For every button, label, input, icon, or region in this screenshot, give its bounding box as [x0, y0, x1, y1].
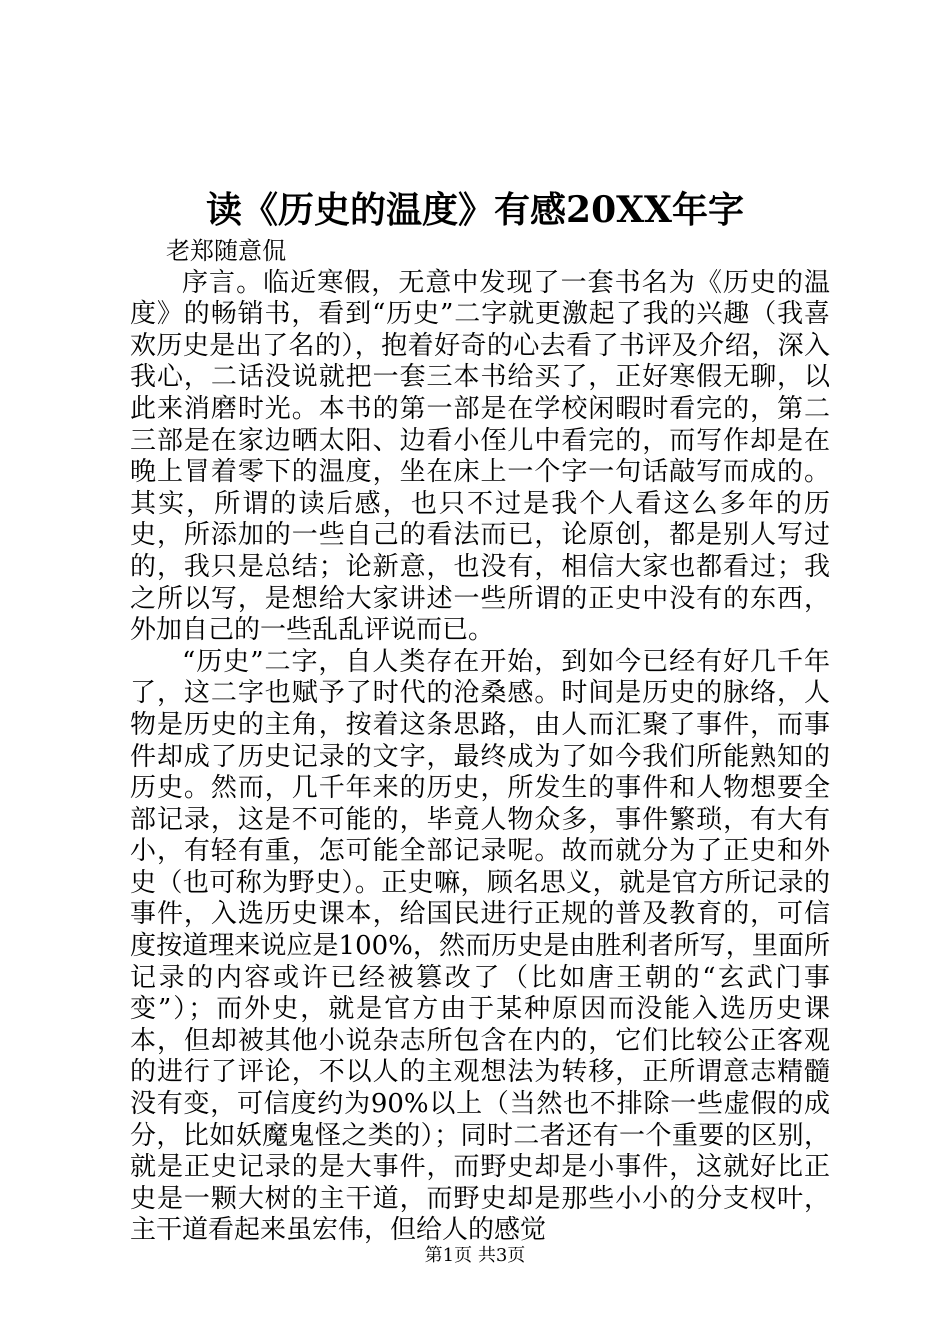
paragraph-history: “历史”二字，自人类存在开始，到如今已经有好几千年了，这二字也赋予了时代的沧桑感。时间是历史的脉络，人物是历史的主角，按着这条思路，由人而汇聚了事件，而事件却成了历史记录的文字，最终成为了如今我们所能熟知的历史。然而，几千年来的历史，所发生的事件和人物想要全部记录，这是不可能的，毕竟人物众多，事件繁琐，有大有小，有轻有重，怎可能全部记录呢。故而就分为了正史和外史（也可称为野史）。正史嘛，顾名思义，就是官方所记录的事件，入选历史课本，给国民进行正规的普及教育的，可信度按道理来说应是100%，然而历史是由胜利者所写，里面所记录的内容或许已经被篡改了（比如唐王朝的“玄武门事变”）；而外史，就是官方由于某种原因而没能入选历史课本，但却被其他小说杂志所包含在内的，它们比较公正客观的进行了评论，不以人的主观想法为转移，正所谓意志精髓没有变，可信度约为90%以上（当然也不排除一些虚假的成分，比如妖魔鬼怪之类的）；同时二者还有一个重要的区别，就是正史记录的是大事件，而野史却是小事件，这就好比正史是一颗大树的主干道，而野史却是那些小小的分支杈叶，主干道看起来虽宏伟，但给人的感觉: [130, 646, 830, 1246]
paragraph-preface: 序言。临近寒假，无意中发现了一套书名为《历史的温度》的畅销书，看到“历史”二字就更激起了我的兴趣（我喜欢历史是出了名的），抱着好奇的心去看了书评及介绍，深入我心，二话没说就把一套三本书给买了，正好寒假无聊，以此来消磨时光。本书的第一部是在学校闲暇时看完的，第二三部是在家边晒太阳、边看小侄儿中看完的，而写作却是在晚上冒着零下的温度，坐在床上一个字一句话敲写而成的。其实，所谓的读后感，也只不过是我个人看这么多年的历史，所添加的一些自己的看法而已，论原创，都是别人写过的，我只是总结；论新意，也没有，相信大家也都看过；我之所以写，是想给大家讲述一些所谓的正史中没有的东西，外加自己的一些乱乱评说而已。: [130, 267, 830, 646]
page-footer: 第1页 共3页: [424, 1245, 526, 1266]
author-line: 老郑随意侃: [166, 237, 286, 265]
document-title: 读《历史的温度》有感20XX年字: [206, 189, 744, 231]
document-body: [130, 236, 830, 1247]
